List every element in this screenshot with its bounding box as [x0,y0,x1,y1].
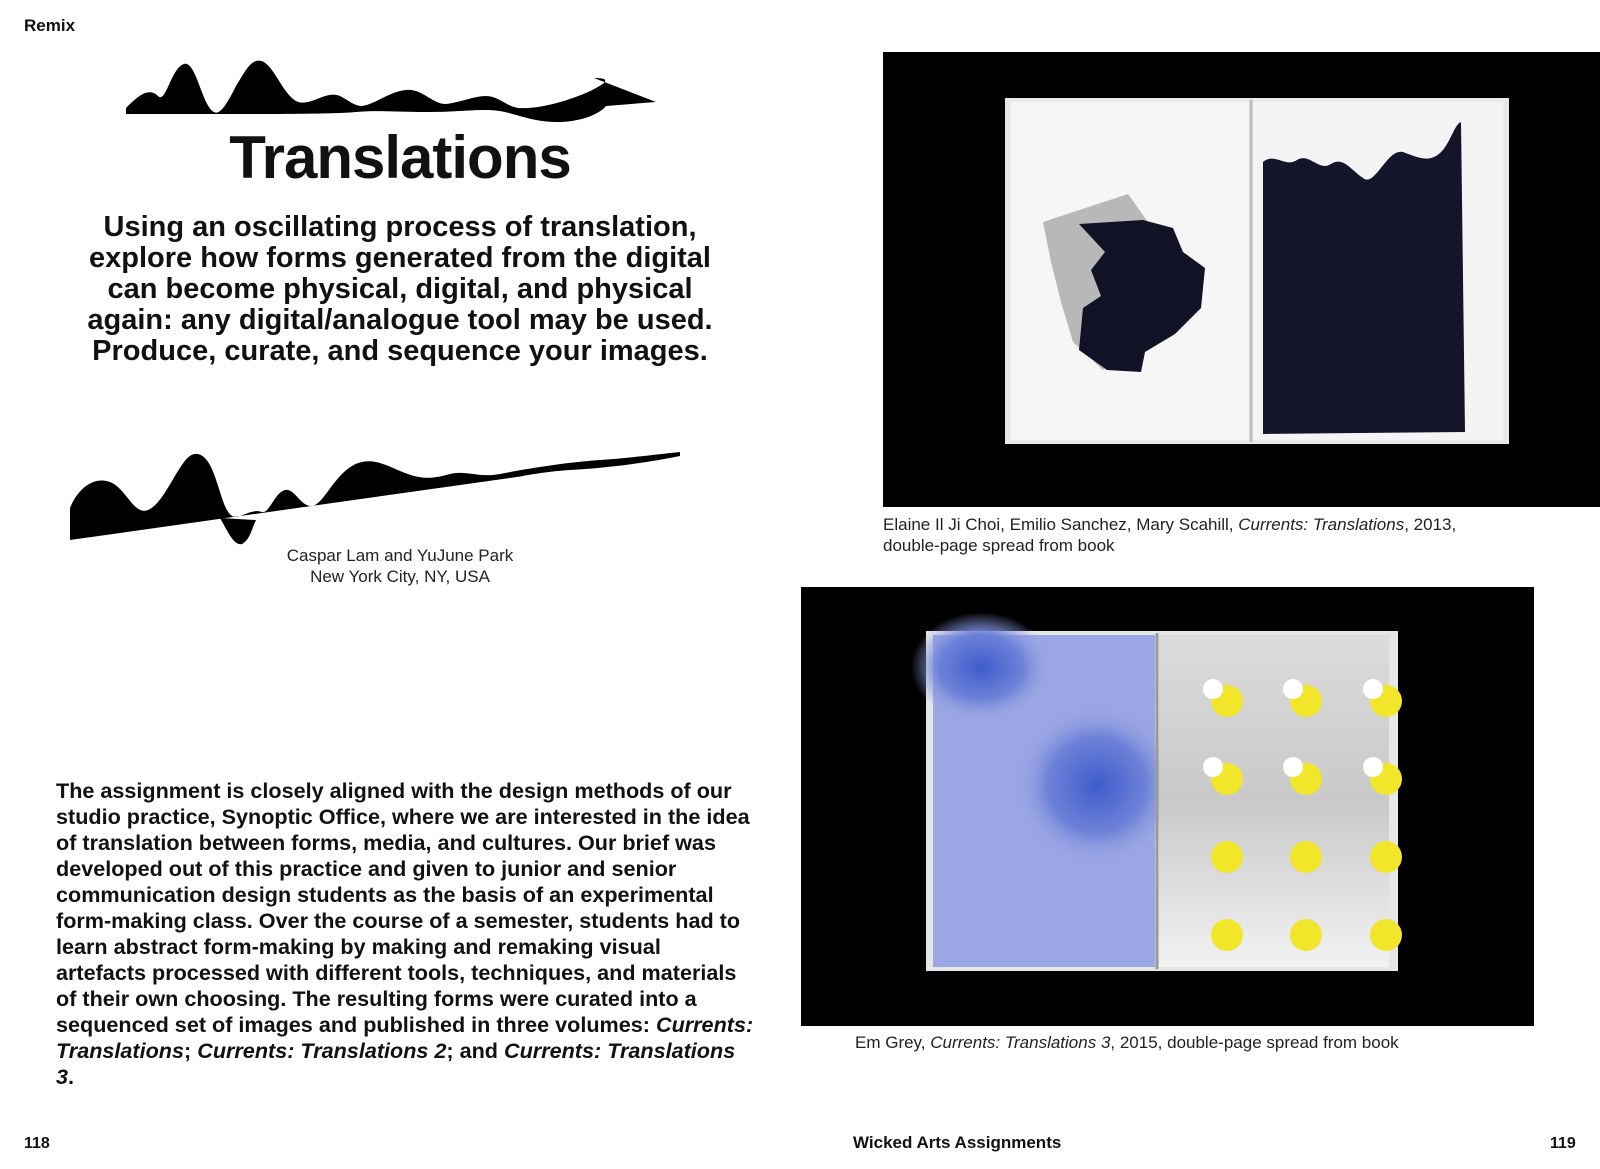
photo-book-spread-2 [801,587,1534,1026]
photo-book-spread-1 [883,52,1600,507]
credit-names: Caspar Lam and YuJune Park [286,546,514,565]
article-body [56,778,756,1090]
book-spread-1-illustration [883,52,1600,507]
caption-work-title: Currents: Translations [1238,515,1405,534]
body-book-title-3: Currents: Translations 3 [56,1038,736,1089]
caption-year: , 2013, [1404,515,1457,534]
caption-top [883,514,1583,556]
book-spread-2-illustration [801,587,1534,1026]
article-title: Translations [229,124,571,191]
body-text: The assignment is closely aligned with the design methods of our studio practice, Synoptic Office, where we are interested in the idea of translation between forms, media, and cultures. Our brief was developed out of this practice and given to junior and senior communication design students as the basis of an experimental form-making class. Over the course of a semester, students had to learn abstract form-making by making and remaking visual artefacts processed with different tools, techniques, and materials of their own choosing. The resulting forms were curated into a sequenced set of images and published in three volumes: [56,778,750,1037]
body-separator: ; and [446,1038,505,1063]
page-number-right: 119 [1550,1135,1576,1152]
caption-credit: Elaine Il Ji Choi, Emilio Sanchez, Mary Scahill, [883,515,1239,534]
caption-credit: Em Grey, [855,1033,931,1052]
caption-description: double-page spread from book [883,536,1115,555]
body-book-title-2: Currents: Translations 2 [197,1038,447,1063]
article-lead: Using an oscillating process of translation, explore how forms generated from the digital can become physical, digital, and physical again: any digital/analogue tool may be used. Produce, curate, and sequence your images. [87,211,713,367]
body-end: . [68,1064,75,1089]
page-number-left: 118 [24,1135,50,1152]
article-credit [240,545,560,587]
running-footer-title: Wicked Arts Assignments [853,1133,1062,1152]
body-book-title-1: Currents: Translations [56,1012,754,1063]
caption-description: , 2015, double-page spread from book [1110,1033,1399,1052]
credit-location: New York City, NY, USA [310,567,490,586]
body-separator: ; [184,1038,198,1063]
caption-bottom [855,1032,1555,1053]
section-label: Remix [24,16,76,35]
top-wave-graphic [126,56,666,128]
caption-work-title: Currents: Translations 3 [930,1033,1111,1052]
bottom-wave-graphic [70,448,682,556]
